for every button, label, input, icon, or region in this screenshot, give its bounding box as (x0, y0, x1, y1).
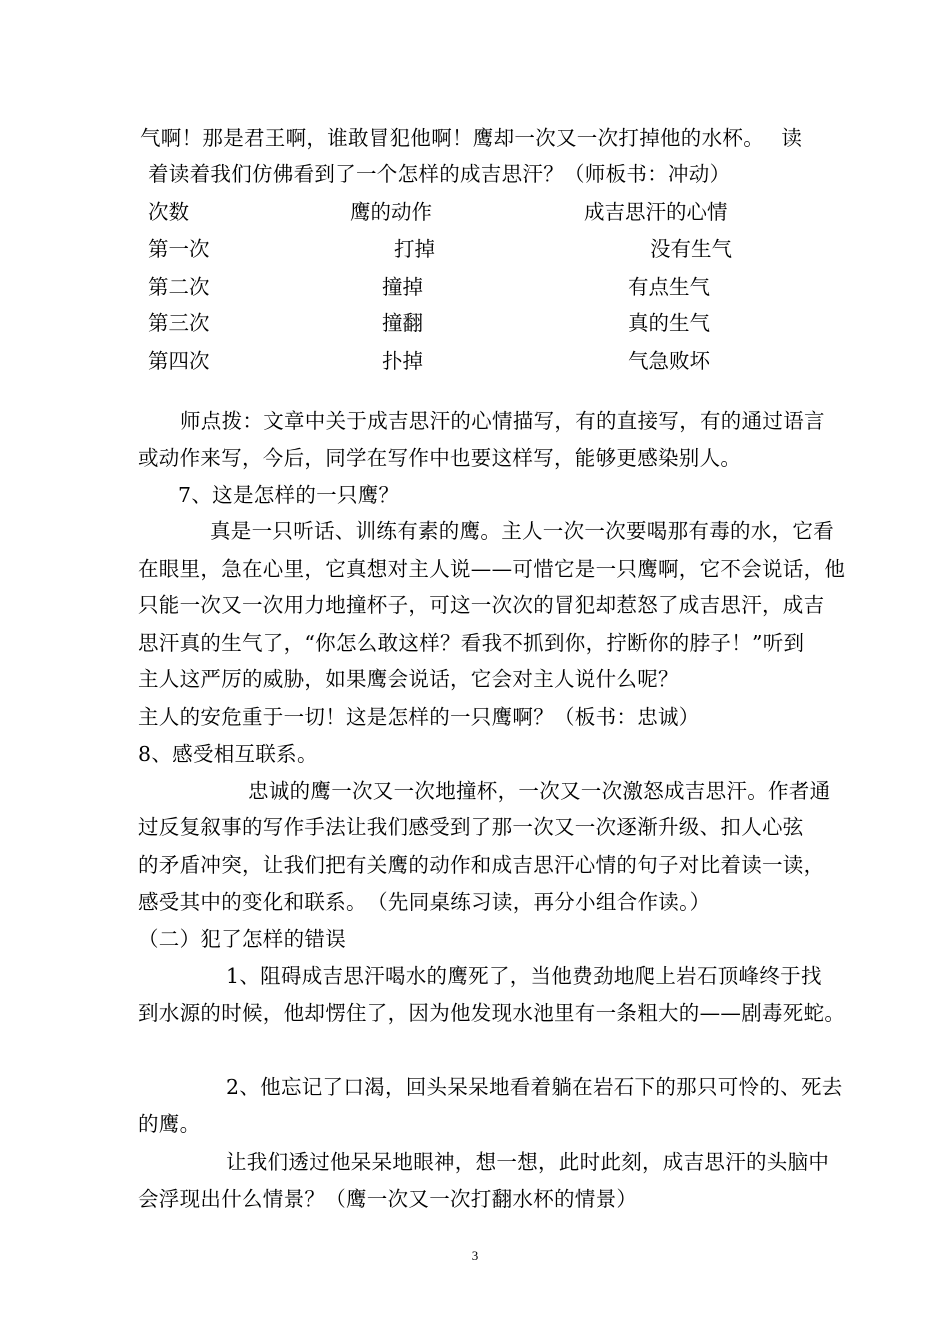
text-line: 主人的安危重于一切！这是怎样的一只鹰啊？（板书：忠诚） (138, 705, 700, 729)
text-line: 着读着我们仿佛看到了一个怎样的成吉思汗？（师板书：冲动） (148, 162, 731, 186)
section-heading: （二）犯了怎样的错误 (138, 927, 346, 951)
text-line: 让我们透过他呆呆地眼神，想一想，此时此刻，成吉思汗的头脑中 (226, 1150, 830, 1174)
text-line: 忠诚的鹰一次又一次地撞杯，一次又一次激怒成吉思汗。作者通 (248, 779, 831, 803)
table-cell: 真的生气 (628, 311, 710, 335)
text-line: 感受其中的变化和联系。 （先同桌练习读，再分小组合作读。） (138, 890, 711, 914)
table-cell: 扑掉 (382, 349, 423, 373)
text-line: 会浮现出什么情景？（鹰一次又一次打翻水杯的情景） (138, 1187, 638, 1211)
table-cell: 打掉 (394, 237, 435, 261)
text-line: 或动作来写，今后，同学在写作中也要这样写，能够更感染别人。 (138, 446, 742, 470)
text-line: 的鹰。 (138, 1112, 201, 1136)
text-line: 过反复叙事的写作手法让我们感受到了那一次又一次逐渐升级、扣人心弦 (138, 815, 804, 839)
text-line: 真是一只听话、训练有素的鹰。主人一次一次要喝那有毒的水，它看 (210, 519, 834, 543)
table-cell: 有点生气 (628, 275, 710, 299)
text-line: 的矛盾冲突，让我们把有关鹰的动作和成吉思汗心情的句子对比着读一读， (138, 853, 825, 877)
page-number: 3 (471, 1248, 479, 1263)
text-line: 气啊！那是君王啊，谁敢冒犯他啊！鹰却一次又一次打掉他的水杯。 读 (140, 126, 803, 150)
table-cell: 第二次 (148, 275, 210, 299)
text-line: 只能一次又一次用力地撞杯子，可这一次次的冒犯却惹怒了成吉思汗，成吉 (138, 593, 825, 617)
table-cell: 第四次 (148, 349, 210, 373)
table-header-cell: 鹰的动作 (350, 200, 432, 224)
text-line: 主人这严厉的威胁，如果鹰会说话，它会对主人说什么呢？ (138, 667, 679, 691)
text-line: 1、阻碍成吉思汗喝水的鹰死了，当他费劲地爬上岩石顶峰终于找 (226, 964, 822, 988)
table-cell: 第三次 (148, 311, 210, 335)
text-line: 师点拨：文章中关于成吉思汗的心情描写，有的直接写，有的通过语言 (180, 409, 825, 433)
table-cell: 没有生气 (650, 237, 732, 261)
section-heading: 8、感受相互联系。 (138, 742, 318, 766)
text-line: 2、他忘记了口渴，回头呆呆地看着躺在岩石下的那只可怜的、死去 (226, 1075, 843, 1099)
table-cell: 撞掉 (382, 275, 423, 299)
table-header-cell: 成吉思汗的心情 (584, 200, 728, 224)
table-header-cell: 次数 (148, 200, 189, 224)
text-line: 在眼里，急在心里，它真想对主人说——可惜它是一只鹰啊，它不会说话，他 (138, 557, 846, 581)
text-line: 思汗真的生气了，“你怎么敢这样？看我不抓到你，拧断你的脖子！”听到 (138, 631, 805, 655)
section-heading: 7、这是怎样的一只鹰？ (178, 483, 400, 507)
table-cell: 第一次 (148, 237, 210, 261)
text-line: 到水源的时候，他却愣住了，因为他发现水池里有一条粗大的——剧毒死蛇。 (138, 1001, 846, 1025)
table-cell: 气急败坏 (628, 349, 710, 373)
table-cell: 撞翻 (382, 311, 423, 335)
